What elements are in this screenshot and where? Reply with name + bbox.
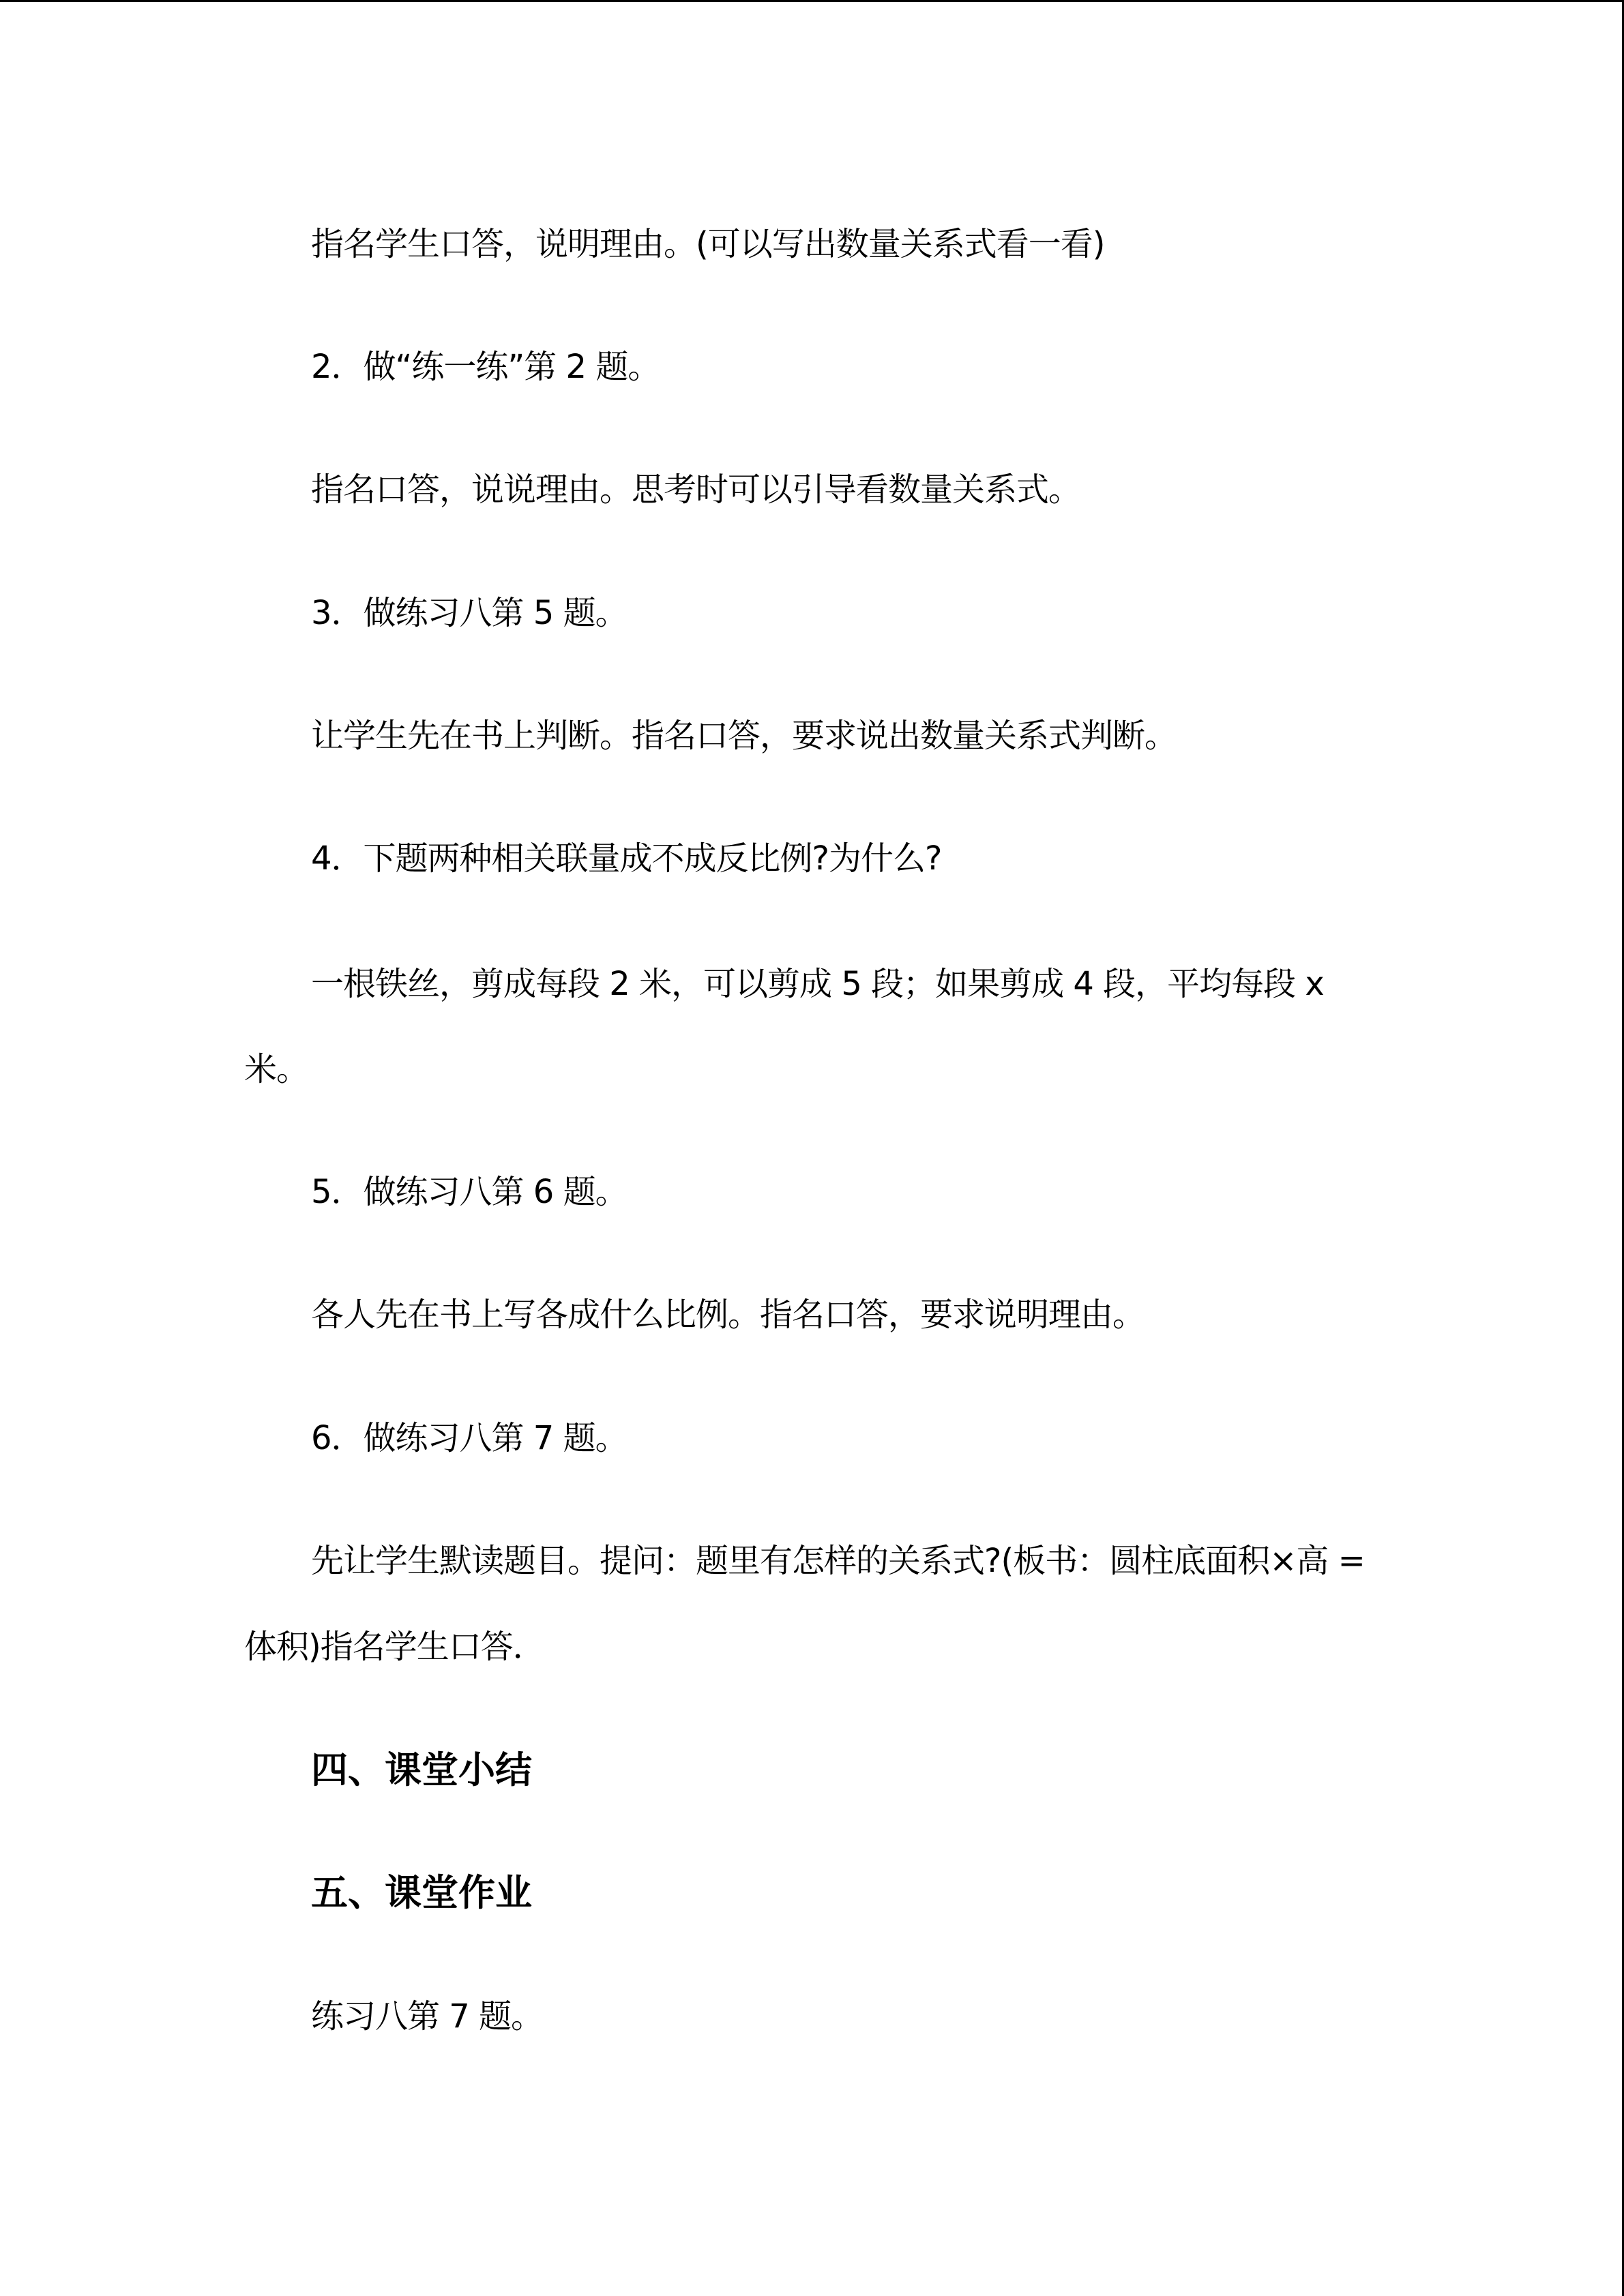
heading-class-summary: 四、课堂小结 [311,1748,532,1791]
paragraph-item-2: 2．做“练一练”第 2 题。 [311,348,660,386]
paragraph-item-6: 6．做练习八第 7 题。 [311,1419,628,1457]
paragraph-item-4-problem-cont: 米。 [244,1050,309,1088]
paragraph-item-6-note: 先让学生默读题目。提问：题里有怎样的关系式?(板书：圆柱底面积×高 = [311,1542,1365,1580]
paragraph-item-4: 4．下题两种相关联量成不成反比例?为什么? [311,839,942,878]
paragraph-item-2-note: 指名口答，说说理由。思考时可以引导看数量关系式。 [311,471,1081,509]
paragraph-item-3-note: 让学生先在书上判断。指名口答，要求说出数量关系式判断。 [311,717,1177,755]
heading-class-homework: 五、课堂作业 [311,1871,532,1914]
paragraph-item-4-problem: 一根铁丝，剪成每段 2 米，可以剪成 5 段；如果剪成 4 段，平均每段 x [311,965,1324,1003]
paragraph-homework: 练习八第 7 题。 [311,1997,544,2036]
paragraph-item-5-note: 各人先在书上写各成什么比例。指名口答，要求说明理由。 [311,1296,1145,1334]
paragraph-item-3: 3．做练习八第 5 题。 [311,594,628,632]
paragraph-item-6-note-cont: 体积)指名学生口答． [244,1628,545,1666]
paragraph-student-answer: 指名学生口答，说明理由。(可以写出数量关系式看一看) [311,225,1105,263]
paragraph-item-5: 5．做练习八第 6 题。 [311,1173,628,1211]
